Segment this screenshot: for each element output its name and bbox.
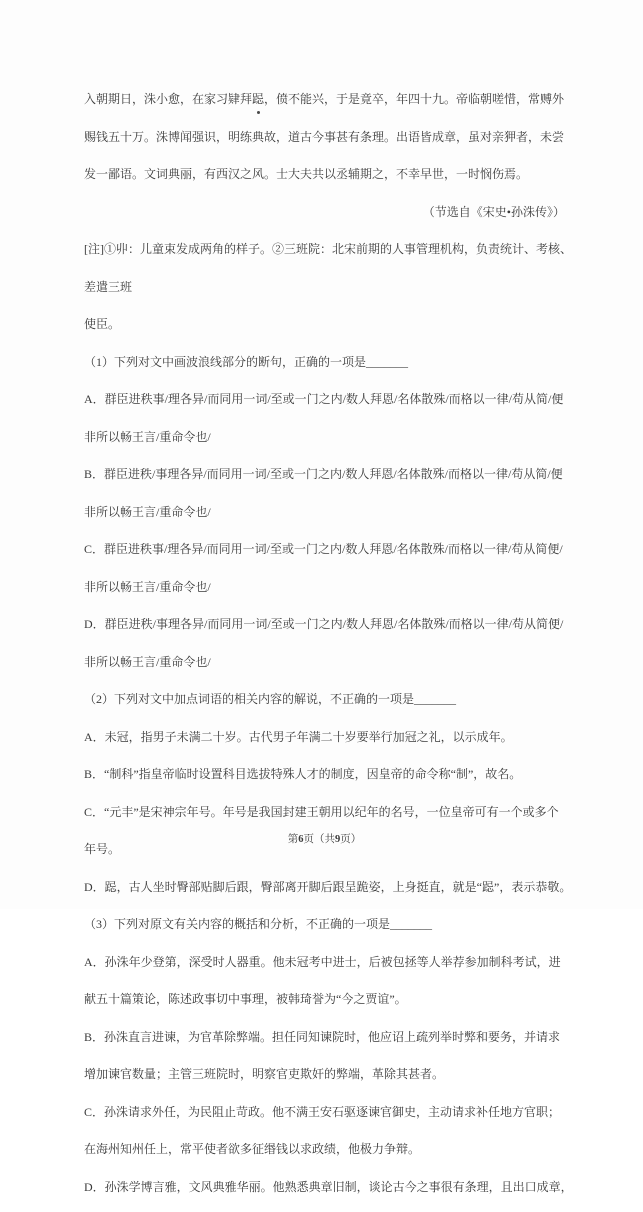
footer-page-number: 6 — [298, 834, 304, 845]
passage-emphasized-term: 跽 — [252, 87, 264, 113]
question-1-option-a-line: 非所以畅王言/重命令也/ — [84, 429, 211, 444]
passage-line: 发一鄙语。文词典丽，有西汉之风。士大夫共以丞辅期之，不幸早世，一时悯伤焉。 — [84, 167, 529, 181]
question-3-option-b-line: 增加谏官数量；主管三班院时，明察官吏欺奸的弊端，革除其甚者。 — [84, 1067, 445, 1081]
footnote-line: 使臣。 — [84, 317, 121, 331]
question-3-option-d-line: D．孙洙学博言雅，文风典雅华丽。他熟悉典章旧制，谈论古今之事很有条理，且出口成章， — [84, 1179, 573, 1194]
question-3-option-b-line: B．孙洙直言进谏，为官革除弊端。担任同知谏院时，他应诏上疏列举时弊和要务，并请求 — [84, 1029, 561, 1044]
question-2-option-b-line: B．“制科”指皇帝临时设置科目选拔特殊人才的制度，因皇帝的命令称“制”，故名。 — [84, 767, 522, 781]
footnote-line: [注]①丱：儿童束发成两角的样子。②三班院：北宋前期的人事管理机构，负责统计、考核、 — [84, 242, 572, 256]
footer-text: 页） — [340, 834, 362, 845]
question-3-stem: （3）下列对原文有关内容的概括和分析，不正确的一项是_______ — [84, 917, 433, 931]
question-3-option-c-line: C．孙洙请求外任，为民阻止苛政。他不满王安石驱逐谏官御史，主动请求补任地方官职； — [84, 1104, 561, 1119]
footer-total-pages: 9 — [335, 834, 341, 845]
passage-text: ，偾不能兴，于是竟卒，年四十九。帝临朝嗟惜，常赙外 — [264, 92, 565, 106]
footer-text: 第 — [287, 834, 299, 845]
question-3-option-c-line: 在海州知州任上，常平使者欲多征缗钱以求政绩，他极力争辩。 — [84, 1142, 421, 1156]
question-1-option-c-line: 非所以畅王言/重命令也/ — [84, 579, 211, 594]
question-2-stem: （2）下列对文中加点词语的相关内容的解说，不正确的一项是_______ — [84, 692, 457, 706]
question-2-option-d-line: D．跽，古人坐时臀部贴脚后跟，臀部离开脚后跟呈跪姿，上身挺直，就是“跽”，表示恭敬。 — [84, 879, 572, 894]
question-2-option-c-line: C．“元丰”是宋神宗年号。年号是我国封建王朝用以纪年的名号，一位皇帝可有一个或多个 — [84, 804, 559, 819]
passage-source-citation: （节选自《宋史•孙洙传》） — [422, 204, 565, 219]
question-3-option-a-line: A．孙洙年少登第，深受时人器重。他未冠考中进士，后被包拯等人举荐参加制科考试，进 — [84, 954, 561, 969]
question-2-option-c-line: 年号。 — [84, 842, 121, 856]
question-1-option-b-line: B．群臣进秩/事理各异/而同用一词/至或一门之内/数人拜恩/名体散殊/而格以一律/苟从简/便 — [84, 467, 563, 481]
passage-text: 入朝期日，洙小愈，在家习肄拜 — [84, 92, 253, 106]
footnote-line: 差遣三班 — [84, 279, 133, 294]
question-1-option-c-line: C．群臣进秩事/理各异/而同用一词/至或一门之内/数人拜恩/名体散殊/而格以一律/苟从简便/ — [84, 542, 563, 556]
question-2-option-a-line: A．未冠，指男子未满二十岁。古代男子年满二十岁要举行加冠之礼，以示成年。 — [84, 729, 513, 744]
footer-text: 页（共 — [303, 834, 335, 845]
document-content — [84, 75, 573, 1212]
page-footer — [84, 831, 565, 849]
passage-line — [84, 87, 565, 113]
question-1-stem: （1）下列对文中画波浪线部分的断句，正确的一项是_______ — [84, 354, 409, 369]
question-1-option-b-line: 非所以畅王言/重命令也/ — [84, 504, 211, 519]
passage-line: 赐钱五十万。洙博闻强识，明练典故，道古今事甚有条理。出语皆成章，虽对亲狎者，未尝 — [84, 129, 565, 144]
question-1-option-d-line: D．群臣进秩/事理各异/而同用一词/至或一门之内/数人拜恩/名体散殊/而格以一律/苟从简便/ — [84, 617, 564, 631]
question-1-option-d-line: 非所以畅王言/重命令也/ — [84, 654, 211, 669]
question-1-option-a-line: A．群臣进秩事/理各异/而同用一词/至或一门之内/数人拜恩/名体散殊/而格以一律/苟从简/便 — [84, 392, 564, 406]
question-3-option-a-line: 献五十篇策论，陈述政事切中事理，被韩琦誉为“今之贾谊”。 — [84, 992, 407, 1006]
